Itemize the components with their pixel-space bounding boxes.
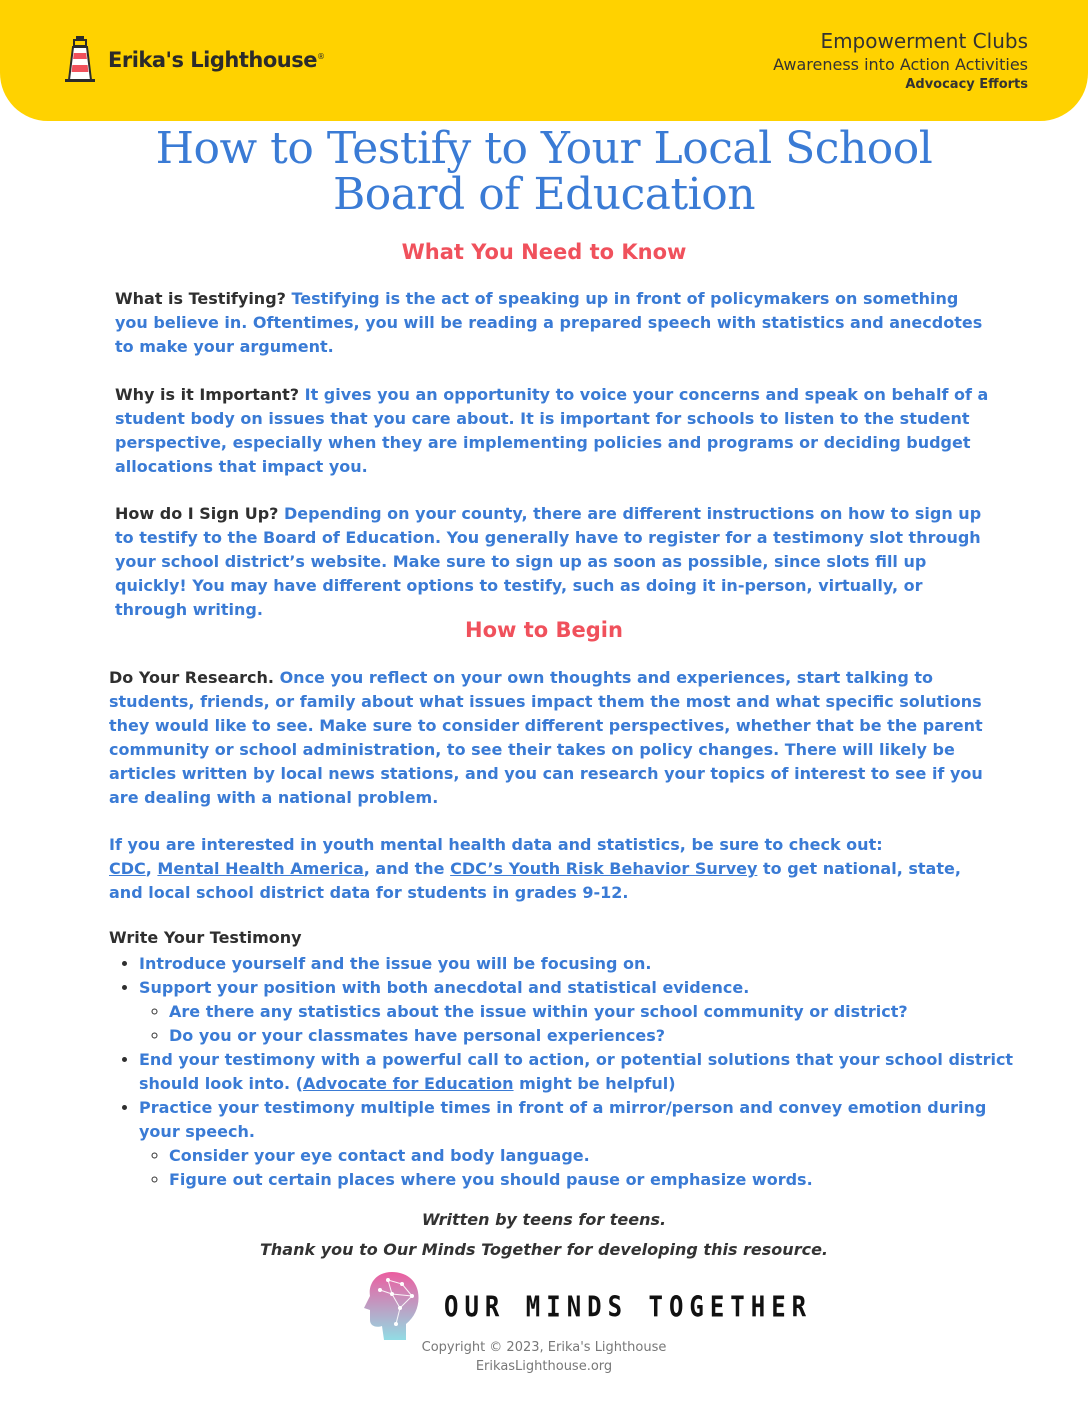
list-item: • End your testimony with a powerful call to action, or potential solutions that your school district should look into. (Advocate for Education might be helpful) (139, 1048, 1019, 1096)
program-category: Advocacy Efforts (905, 77, 1028, 92)
section-heading-know: What You Need to Know (401, 240, 687, 264)
testimony-steps-list (109, 952, 1019, 1192)
paragraph-data-sources: If you are interested in youth mental health data and statistics, be sure to check out: CDC, Mental Health America, and the CDC’s Youth Risk Behavior Survey to get national, state, and local school district data for students in grades 9-12. (109, 835, 961, 902)
copyright-text: Copyright © 2023, Erika's Lighthouse (421, 1340, 667, 1355)
program-name: Empowerment Clubs (820, 29, 1028, 53)
list-item: • Support your position with both anecdotal and statistical evidence. ◦ Are there any statistics about the issue within your school community or district? ◦ Do you or your classmates have personal experiences? (139, 976, 1019, 1048)
list-item: • Practice your testimony multiple times in front of a mirror/person and convey emotion during your speech. ◦ Consider your eye contact and body language. ◦ Figure out certain places where you should pause or emphasize words. (139, 1096, 1019, 1192)
section-heading-begin: How to Begin (465, 618, 623, 642)
page-title: How to Testify to Your Local School Board of Education (155, 123, 933, 220)
list-item: ◦ Consider your eye contact and body language. (169, 1144, 1019, 1168)
link-cdc[interactable]: CDC (109, 859, 146, 878)
paragraph-why-important: Why is it Important? It gives you an opportunity to voice your concerns and speak on behalf of a student body on issues that you care about. It is important for schools to listen to the student perspective, especially when they are implementing policies and programs or deciding budget allocations that impact you. (115, 385, 989, 476)
website-link[interactable]: ErikasLighthouse.org (475, 1359, 613, 1374)
list-item: • Introduce yourself and the issue you will be focusing on. (139, 952, 1019, 976)
list-item: ◦ Are there any statistics about the issue within your school community or district? (169, 1000, 1019, 1024)
sub-list (139, 1144, 1019, 1192)
our-minds-together-logo (362, 1268, 812, 1346)
link-advocate-for-education[interactable]: Advocate for Education (302, 1074, 514, 1093)
paragraph-what-is-testifying: What is Testifying? Testifying is the act of speaking up in front of policymakers on something you believe in. Oftentimes, you will be reading a prepared speech with statistics and anecdotes to make your argument. (115, 289, 983, 356)
lighthouse-icon (62, 34, 102, 86)
paragraph-research: Do Your Research. Once you reflect on your own thoughts and experiences, start talking to students, friends, or family about what issues impact them the most and what specific solutions they would like to see. Make sure to consider different perspectives, whether that be the parent community or school administration, to see their takes on policy changes. There will likely be articles written by local news stations, and you can research your topics of interest to see if you are dealing with a national problem. (109, 668, 983, 807)
brand-name: Erika's Lighthouse® (108, 48, 325, 72)
link-cdc-yrbs[interactable]: CDC’s Youth Risk Behavior Survey (450, 859, 758, 878)
header-banner (0, 0, 1088, 121)
list-item: ◦ Figure out certain places where you should pause or emphasize words. (169, 1168, 1019, 1192)
credit-line-thanks: Thank you to Our Minds Together for developing this resource. (260, 1240, 828, 1259)
erikas-lighthouse-logo[interactable] (62, 34, 324, 86)
copyright-block (0, 1338, 1088, 1376)
write-testimony-label: Write Your Testimony (109, 928, 302, 947)
our-minds-together-wordmark: OUR MINDS TOGETHER (444, 1290, 813, 1324)
head-network-icon (362, 1268, 424, 1346)
program-subtitle: Awareness into Action Activities (773, 55, 1028, 74)
list-item: ◦ Do you or your classmates have personal experiences? (169, 1024, 1019, 1048)
sub-list (139, 1000, 1019, 1048)
credit-line-teens: Written by teens for teens. (421, 1210, 667, 1229)
header-program-labels (773, 28, 1028, 94)
paragraph-how-sign-up: How do I Sign Up? Depending on your county, there are different instructions on how to sign up to testify to the Board of Education. You generally have to register for a testimony slot through your school district’s website. Make sure to sign up as soon as possible, since slots fill up quickly! You may have different options to testify, such as doing it in-person, virtually, or through writing. (115, 504, 982, 619)
link-mental-health-america[interactable]: Mental Health America (157, 859, 364, 878)
